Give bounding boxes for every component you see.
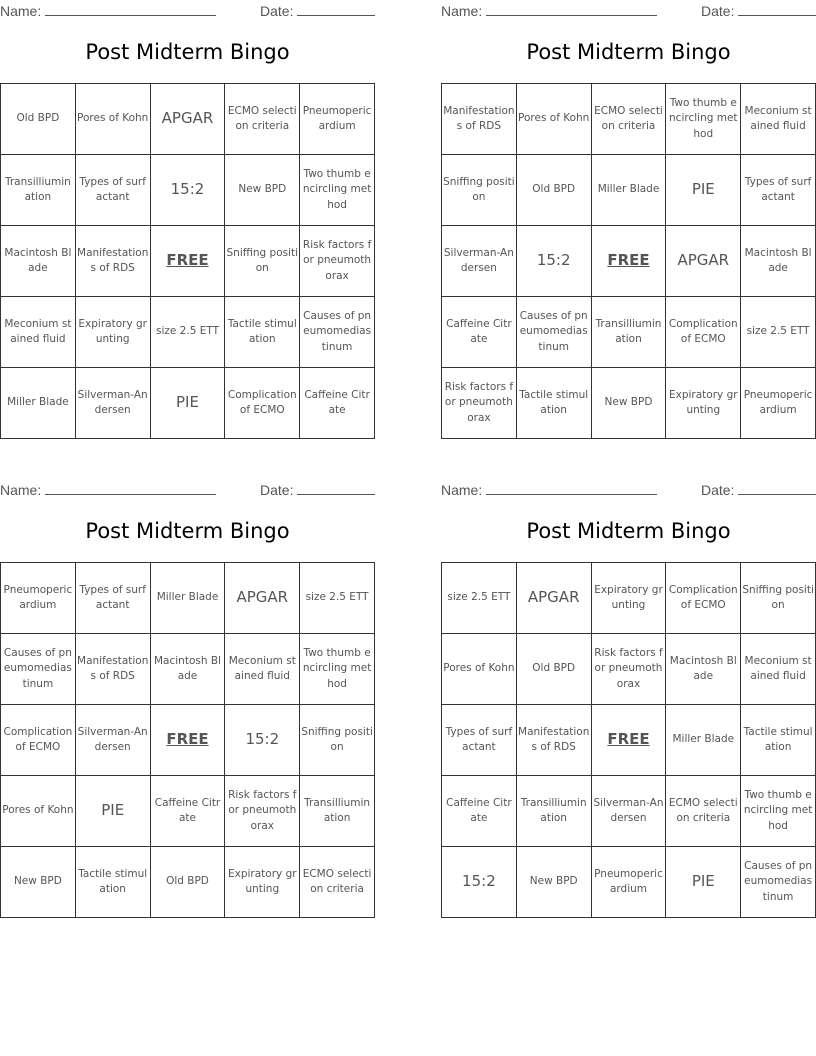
bingo-cell: Causes of pneumomediastinum (741, 847, 816, 918)
bingo-cell: Expiratory grunting (666, 368, 741, 439)
card-header (441, 481, 816, 499)
bingo-cell: New BPD (591, 368, 666, 439)
bingo-row (1, 297, 375, 368)
bingo-cell: Tactile stimulation (516, 368, 591, 439)
bingo-cell: Silverman-Andersen (75, 368, 150, 439)
date-field (260, 481, 375, 498)
bingo-cell: Complication of ECMO (1, 705, 76, 776)
bingo-cell: Complication of ECMO (225, 368, 300, 439)
bingo-cell: Old BPD (150, 847, 225, 918)
card-header (0, 2, 375, 20)
name-blank-line (486, 481, 657, 495)
bingo-cell: Two thumb encircling method (300, 155, 375, 226)
bingo-grid (441, 83, 816, 439)
bingo-row (442, 155, 816, 226)
bingo-cell: Two thumb encircling method (741, 776, 816, 847)
bingo-cell: Manifestations of RDS (442, 84, 517, 155)
bingo-row (1, 563, 375, 634)
bingo-cell: New BPD (225, 155, 300, 226)
bingo-cell: New BPD (1, 847, 76, 918)
bingo-cell: Tactile stimulation (225, 297, 300, 368)
bingo-cell: Sniffing position (300, 705, 375, 776)
bingo-cell: Miller Blade (666, 705, 741, 776)
card-title: Post Midterm Bingo (85, 40, 290, 64)
bingo-cell: Pneumopericardium (741, 368, 816, 439)
bingo-cell: 15:2 (442, 847, 517, 918)
free-space-cell: FREE (150, 705, 225, 776)
name-field (441, 2, 657, 19)
bingo-cell: size 2.5 ETT (442, 563, 517, 634)
bingo-cell: PIE (666, 847, 741, 918)
bingo-card (441, 0, 816, 440)
bingo-row (1, 226, 375, 297)
bingo-row (442, 776, 816, 847)
date-blank-line (738, 2, 816, 16)
name-label: Name: (441, 3, 483, 19)
bingo-cell: Expiratory grunting (75, 297, 150, 368)
bingo-card (0, 0, 375, 440)
bingo-row (1, 634, 375, 705)
bingo-row (442, 368, 816, 439)
bingo-cell: Macintosh Blade (150, 634, 225, 705)
bingo-cell: Transilliumination (1, 155, 76, 226)
bingo-cell: Tactile stimulation (741, 705, 816, 776)
name-field (0, 481, 216, 498)
bingo-cell: Transilliumination (591, 297, 666, 368)
card-title: Post Midterm Bingo (526, 40, 731, 64)
bingo-cell: size 2.5 ETT (300, 563, 375, 634)
bingo-cell: Manifestations of RDS (75, 634, 150, 705)
name-label: Name: (0, 3, 42, 19)
bingo-cell: New BPD (516, 847, 591, 918)
free-space-cell: FREE (591, 226, 666, 297)
bingo-cell: ECMO selection criteria (666, 776, 741, 847)
bingo-cell: Causes of pneumomediastinum (300, 297, 375, 368)
bingo-cell: Miller Blade (1, 368, 76, 439)
bingo-row (1, 705, 375, 776)
bingo-cell: APGAR (225, 563, 300, 634)
bingo-cell: Pores of Kohn (442, 634, 517, 705)
bingo-cell: Sniffing position (741, 563, 816, 634)
free-space-cell: FREE (150, 226, 225, 297)
date-label: Date: (701, 482, 735, 498)
bingo-cell: APGAR (150, 84, 225, 155)
bingo-cell: Causes of pneumomediastinum (516, 297, 591, 368)
bingo-cell: Caffeine Citrate (150, 776, 225, 847)
bingo-cell: Causes of pneumomediastinum (1, 634, 76, 705)
date-blank-line (297, 2, 375, 16)
bingo-cell: Silverman-Andersen (75, 705, 150, 776)
bingo-cell: Types of surfactant (75, 563, 150, 634)
bingo-row (1, 847, 375, 918)
bingo-cell: APGAR (666, 226, 741, 297)
name-blank-line (45, 481, 216, 495)
bingo-cell: ECMO selection criteria (591, 84, 666, 155)
bingo-cell: Two thumb encircling method (666, 84, 741, 155)
bingo-cell: Tactile stimulation (75, 847, 150, 918)
bingo-cell: Caffeine Citrate (442, 776, 517, 847)
bingo-card (441, 479, 816, 919)
bingo-cell: size 2.5 ETT (741, 297, 816, 368)
bingo-cell: Old BPD (516, 634, 591, 705)
bingo-cell: 15:2 (150, 155, 225, 226)
bingo-row (442, 705, 816, 776)
bingo-cell: Meconium stained fluid (741, 84, 816, 155)
bingo-cell: Pneumopericardium (591, 847, 666, 918)
bingo-cell: Meconium stained fluid (225, 634, 300, 705)
card-header (0, 481, 375, 499)
free-space-cell: FREE (591, 705, 666, 776)
bingo-row (1, 155, 375, 226)
name-field (441, 481, 657, 498)
bingo-row (442, 634, 816, 705)
bingo-cell: Silverman-Andersen (591, 776, 666, 847)
bingo-cell: Meconium stained fluid (1, 297, 76, 368)
bingo-cell: Transilliumination (516, 776, 591, 847)
bingo-grid (0, 562, 375, 918)
bingo-cell: Complication of ECMO (666, 297, 741, 368)
bingo-cell: Types of surfactant (741, 155, 816, 226)
bingo-cell: Risk factors for pneumothorax (225, 776, 300, 847)
bingo-row (442, 847, 816, 918)
bingo-cell: ECMO selection criteria (300, 847, 375, 918)
bingo-row (442, 226, 816, 297)
bingo-cell: Transilliumination (300, 776, 375, 847)
bingo-cell: Expiratory grunting (225, 847, 300, 918)
bingo-cell: Miller Blade (591, 155, 666, 226)
bingo-cell: 15:2 (516, 226, 591, 297)
bingo-cell: Macintosh Blade (666, 634, 741, 705)
bingo-card (0, 479, 375, 919)
card-title: Post Midterm Bingo (85, 519, 290, 543)
bingo-cell: Types of surfactant (75, 155, 150, 226)
bingo-cell: Types of surfactant (442, 705, 517, 776)
card-title: Post Midterm Bingo (526, 519, 731, 543)
bingo-cell: size 2.5 ETT (150, 297, 225, 368)
bingo-cell: Complication of ECMO (666, 563, 741, 634)
bingo-cell: 15:2 (225, 705, 300, 776)
date-field (701, 481, 816, 498)
date-field (701, 2, 816, 19)
bingo-grid (0, 83, 375, 439)
bingo-cell: PIE (150, 368, 225, 439)
bingo-cell: Expiratory grunting (591, 563, 666, 634)
date-blank-line (297, 481, 375, 495)
name-blank-line (486, 2, 657, 16)
bingo-cell: Miller Blade (150, 563, 225, 634)
bingo-row (1, 84, 375, 155)
name-blank-line (45, 2, 216, 16)
bingo-cell: Risk factors for pneumothorax (300, 226, 375, 297)
card-header (441, 2, 816, 20)
bingo-cell: Risk factors for pneumothorax (591, 634, 666, 705)
bingo-cell: ECMO selection criteria (225, 84, 300, 155)
name-label: Name: (441, 482, 483, 498)
bingo-cell: Manifestations of RDS (75, 226, 150, 297)
bingo-cell: Old BPD (1, 84, 76, 155)
bingo-cell: PIE (75, 776, 150, 847)
bingo-cell: Pneumopericardium (300, 84, 375, 155)
bingo-cell: Pores of Kohn (75, 84, 150, 155)
bingo-cell: Pneumopericardium (1, 563, 76, 634)
bingo-cell: Silverman-Andersen (442, 226, 517, 297)
bingo-cell: Caffeine Citrate (442, 297, 517, 368)
bingo-cell: Caffeine Citrate (300, 368, 375, 439)
bingo-row (442, 84, 816, 155)
bingo-cell: APGAR (516, 563, 591, 634)
bingo-cell: Pores of Kohn (1, 776, 76, 847)
bingo-row (442, 563, 816, 634)
name-label: Name: (0, 482, 42, 498)
date-blank-line (738, 481, 816, 495)
date-field (260, 2, 375, 19)
date-label: Date: (701, 3, 735, 19)
bingo-cell: Sniffing position (225, 226, 300, 297)
bingo-cell: Macintosh Blade (741, 226, 816, 297)
bingo-row (1, 776, 375, 847)
bingo-row (1, 368, 375, 439)
bingo-grid (441, 562, 816, 918)
bingo-cell: Manifestations of RDS (516, 705, 591, 776)
date-label: Date: (260, 482, 294, 498)
bingo-cell: Two thumb encircling method (300, 634, 375, 705)
name-field (0, 2, 216, 19)
bingo-row (442, 297, 816, 368)
bingo-cell: Pores of Kohn (516, 84, 591, 155)
date-label: Date: (260, 3, 294, 19)
bingo-cell: Sniffing position (442, 155, 517, 226)
bingo-cell: Risk factors for pneumothorax (442, 368, 517, 439)
bingo-cell: PIE (666, 155, 741, 226)
bingo-cell: Macintosh Blade (1, 226, 76, 297)
bingo-cell: Old BPD (516, 155, 591, 226)
bingo-cell: Meconium stained fluid (741, 634, 816, 705)
